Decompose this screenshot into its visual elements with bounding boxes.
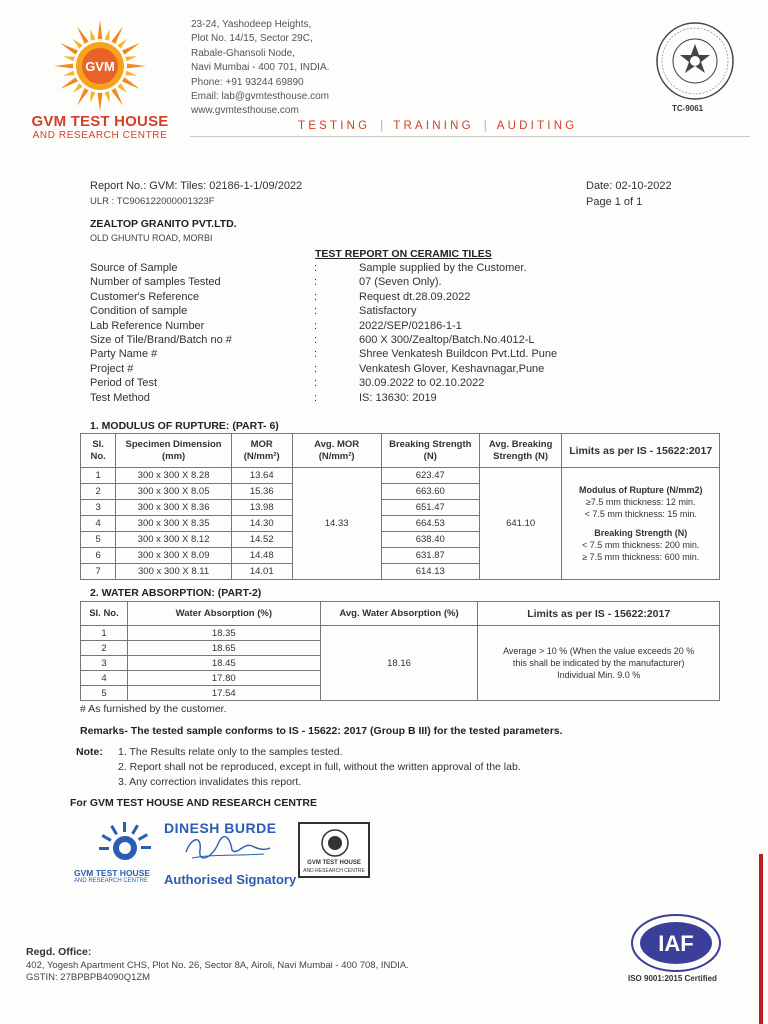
sun-ray [73,39,83,49]
page-number: Page 1 of 1 [586,196,643,208]
stamp-text: GVM TEST HOUSE [307,860,361,866]
sun-ray [60,77,78,89]
report-title: TEST REPORT ON CERAMIC TILES [315,248,492,260]
info-row: Source of Sample : Sample supplied by the Customer. [90,262,527,274]
remarks: Remarks- The tested sample conforms to IS - 15622: 2017 (Group B III) for the tested parameters. [80,725,563,737]
sun-ray [117,39,127,49]
sun-ray [54,64,73,69]
wa-section-title: 2. WATER ABSORPTION: (PART-2) [90,587,262,599]
regd-office-label: Regd. Office: [26,946,92,958]
small-logo-sub: AND RESEARCH CENTRE [74,878,149,884]
tagline-separator: | [380,120,384,132]
avg-wa-cell: 18.16 [320,626,478,701]
mor-table [80,433,720,580]
col-header: Breaking Strength (N) [381,434,479,468]
sun-ray [98,93,103,111]
logo-text: GVM [85,59,115,74]
header-divider [190,136,750,137]
table-row: 2 18.65 [81,641,720,656]
col-header: Sl. No. [81,434,116,468]
for-company-line: For GVM TEST HOUSE AND RESEARCH CENTRE [70,797,317,809]
note-label: Note: [76,746,103,758]
sun-ray [122,77,140,89]
table-row: 1 300 x 300 X 8.28 13.64 14.33 623.47 641.10 Modulus of Rupture (N/mm2) ≥7.5 mm thickness: 12 min. < 7.5 mm thickness: 15 min. Breaking Strength (N) < 7.5 mm thickness: 200 min. ≥ 7.5 mm thickness: 600 min. [81,468,720,484]
table-row: 6 300 x 300 X 8.09 14.48 631.87 [81,548,720,564]
sun-ray [111,88,123,106]
ulr-number: ULR : TC906122000001323F [90,196,215,207]
sun-ray [90,29,95,40]
iaf-text: IAF [658,931,694,956]
table-row: 4 300 x 300 X 8.35 14.30 664.53 [81,516,720,532]
company-stamp [298,822,370,878]
sun-ray [60,43,78,55]
sun-ray [98,20,103,39]
tagline-separator: | [483,120,487,132]
table-row: 1 18.35 18.16 Average > 10 % (When the value exceeds 20 % this shall be indicated by the manufacturer) Individual Min. 9.0 % [81,626,720,641]
table-row: 4 17.80 [81,671,720,686]
signatory-role: Authorised Signatory [164,872,297,887]
sun-ray [90,91,95,102]
info-row: Lab Reference Number : 2022/SEP/02186-1-1 [90,319,462,332]
col-header: Avg. Water Absorption (%) [320,602,478,626]
sun-logo-icon [40,16,160,111]
info-row: Party Name # : Shree Venkatesh Buildcon Pvt.Ltd. Pune [90,348,558,361]
tagline [298,120,577,132]
avg-bs-cell: 641.10 [479,468,562,580]
info-row: Size of Tile/Brand/Batch no # : 600 X 300/Zealtop/Batch.No.4012-L [90,334,535,346]
col-header: Avg. Breaking Strength (N) [479,434,562,468]
col-header: Specimen Dimension (mm) [116,434,232,468]
signature-block [74,816,380,896]
info-row: Project # : Venkatesh Glover, Keshavnagar,Pune [90,362,545,375]
signature-scribble [182,832,272,862]
note-item: 1. The Results relate only to the samples tested. [118,746,343,758]
table-row: 2 300 x 300 X 8.05 15.36 663.60 [81,484,720,500]
small-logo-name: GVM TEST HOUSE [74,868,151,878]
regd-office-address: 402, Yogesh Apartment CHS, Plot No. 26, Sector 8A, Airoli, Navi Mumbai - 400 708, INDIA. [26,960,409,971]
table-row: 5 300 x 300 X 8.12 14.52 638.40 [81,532,720,548]
sun-ray [105,91,110,102]
mor-section-title: 1. MODULUS OF RUPTURE: (PART- 6) [90,420,279,432]
address-line: 23-24, Yashodeep Heights, [191,19,312,30]
note-item: 3. Any correction invalidates this report. [118,776,302,788]
info-row: Condition of sample : Satisfactory [90,305,417,318]
sun-ray [77,26,89,44]
tagline-testing: TESTING [298,120,371,132]
info-row: Number of samples Tested : 07 (Seven Only). [90,276,442,289]
sun-ray [63,71,74,76]
certificate-code: TC-9061 [672,104,704,113]
stamp-seal-icon [320,828,350,858]
wa-table-header [81,602,720,626]
col-header: Limits as per IS - 15622:2017 [478,602,720,626]
wa-limits-cell: Average > 10 % (When the value exceeds 20 % this shall be indicated by the manufacturer) Individual Min. 9.0 % [478,626,720,701]
sun-ray [122,43,140,55]
col-header: Water Absorption (%) [127,602,320,626]
iso-certified: ISO 9001:2015 Certified [628,974,717,983]
info-row: Test Method : IS: 13630: 2019 [90,391,437,404]
info-row: Customer's Reference : Request dt.28.09.2022 [90,290,471,303]
info-row: Period of Test : 30.09.2022 to 02.10.2022 [90,377,485,390]
sun-ray [73,83,83,93]
table-row: 3 300 x 300 X 8.36 13.98 651.47 [81,500,720,516]
furnished-note: # As furnished by the customer. [80,703,227,715]
table-row: 5 17.54 [81,686,720,701]
table-row: 7 300 x 300 X 8.11 14.01 614.13 [81,564,720,580]
gstin: GSTIN: 27BPBPB4090Q1ZM [26,972,151,983]
stamp-text: AND RESEARCH CENTRE [303,868,365,874]
address-line: Navi Mumbai - 400 701, INDIA. [191,62,330,74]
sun-ray [125,71,136,76]
customer-name: ZEALTOP GRANITO PVT.LTD. [90,218,237,230]
sun-ray [117,83,127,93]
iaf-logo-icon [628,912,724,974]
sun-ray [77,88,89,106]
accreditation-seal-icon [640,16,750,106]
company-logo [20,16,180,141]
email-line: Email: lab@gvmtesthouse.com [191,91,329,103]
tagline-auditing: AUDITING [496,120,578,132]
signatory-name: DINESH BURDE [164,820,277,836]
report-number: Report No.: GVM: Tiles: 02186-1-1/09/2022 [90,180,303,192]
customer-address: OLD GHUNTU ROAD, MORBI [90,233,213,243]
address-line: Plot No. 14/15, Sector 29C, [191,33,313,45]
sun-ray [63,56,74,61]
sun-ray [125,56,136,61]
avg-mor-cell: 14.33 [292,468,381,580]
address-line: Rabale-Ghansoli Node, [191,47,295,59]
company-address [191,18,329,119]
sun-ray [105,29,110,40]
col-header: Limits as per IS - 15622:2017 [562,434,720,468]
report-date: Date: 02-10-2022 [586,180,672,192]
col-header: MOR (N/mm²) [231,434,292,468]
col-header: Sl. No. [81,602,128,626]
table-row: 3 18.45 [81,656,720,671]
sun-ray [127,64,146,69]
mor-table-header [81,434,720,468]
water-absorption-table [80,601,720,701]
brand-subtitle: AND RESEARCH CENTRE [32,130,168,141]
decorative-red-bar [759,854,763,1024]
website-line: www.gvmtesthouse.com [191,105,299,117]
col-header: Avg. MOR (N/mm²) [292,434,381,468]
tagline-training: TRAINING [393,120,474,132]
sun-ray [111,26,123,44]
mor-limits-cell: Modulus of Rupture (N/mm2) ≥7.5 mm thickness: 12 min. < 7.5 mm thickness: 15 min. Breaking Strength (N) < 7.5 mm thickness: 200 min. ≥ 7.5 mm thickness: 600 min. [562,468,720,580]
note-item: 2. Report shall not be reproduced, except in full, without the written approval of the lab. [118,761,521,773]
phone-line: Phone: +91 93244 69890 [191,76,304,88]
brand-name: GVM TEST HOUSE [31,113,169,130]
